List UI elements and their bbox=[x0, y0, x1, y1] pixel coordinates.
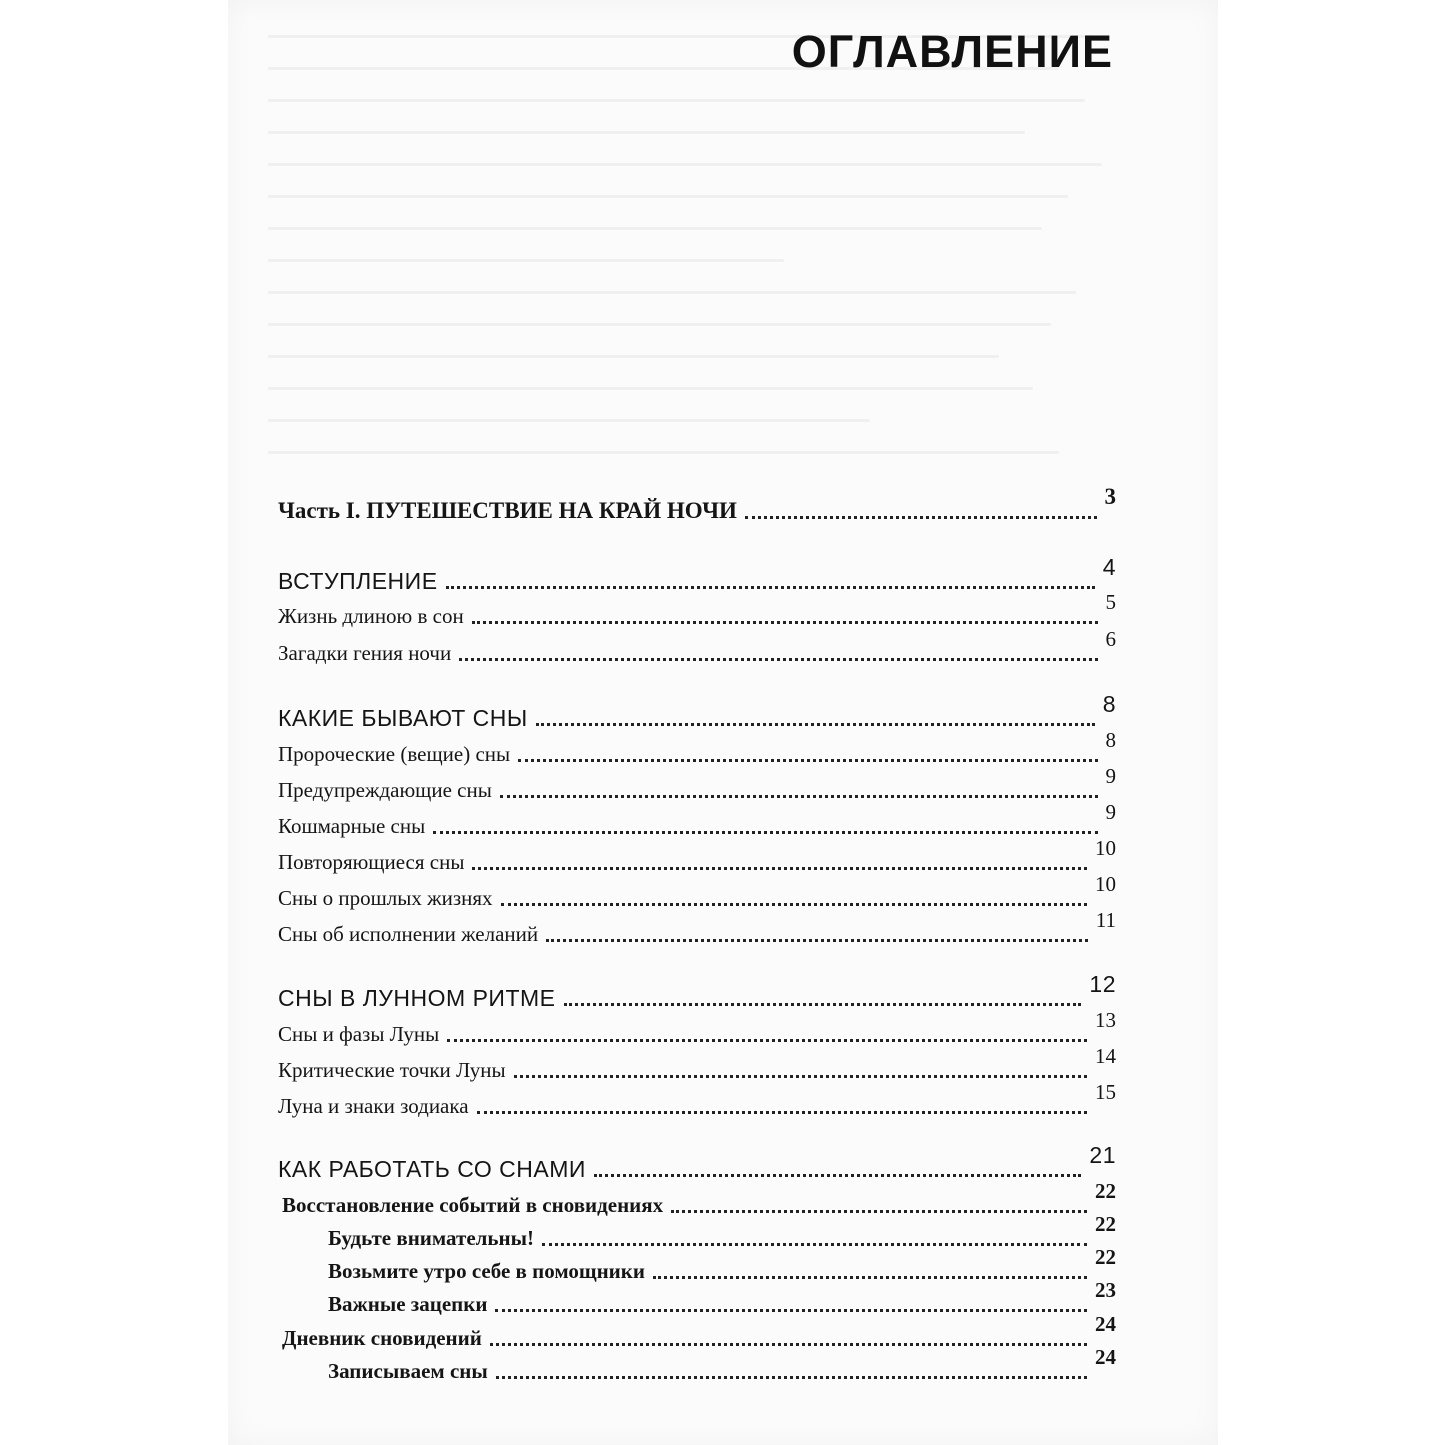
leader-dots bbox=[472, 867, 1087, 870]
toc-entry-label: Пророческие (вещие) сны bbox=[278, 742, 511, 766]
toc-entry-page: 22 bbox=[1095, 1245, 1116, 1269]
toc-entry-label: Возьмите утро себе в помощники bbox=[328, 1259, 645, 1283]
page-title: ОГЛАВЛЕНИЕ bbox=[791, 26, 1113, 77]
toc-entry-page: 5 bbox=[1105, 590, 1116, 614]
leader-dots bbox=[542, 1243, 1087, 1246]
toc-subsection-entry[interactable] bbox=[328, 1345, 1116, 1384]
toc-entry-page: 15 bbox=[1095, 1080, 1116, 1104]
toc-chapter-entry[interactable] bbox=[278, 971, 1116, 1011]
toc-entry-label: Повторяющиеся сны bbox=[278, 850, 465, 874]
toc-entry-label: Сны о прошлых жизнях bbox=[278, 886, 493, 910]
toc-entry-page: 6 bbox=[1105, 627, 1116, 651]
leader-dots bbox=[447, 1039, 1087, 1042]
toc-subsection-entry[interactable] bbox=[328, 1278, 1116, 1317]
toc-entry-label: Загадки гения ночи bbox=[278, 641, 452, 665]
leader-dots bbox=[514, 1075, 1087, 1078]
toc-entry-page: 9 bbox=[1105, 764, 1116, 788]
toc-entry-page: 3 bbox=[1104, 484, 1116, 509]
toc-entry-page: 23 bbox=[1095, 1278, 1116, 1302]
toc-entry-page: 10 bbox=[1095, 836, 1116, 860]
toc-section-entry[interactable] bbox=[278, 764, 1116, 803]
toc-entry-label: Луна и знаки зодиака bbox=[278, 1094, 469, 1118]
toc-entry-label: Сны об исполнении желаний bbox=[278, 922, 539, 946]
toc-section-entry[interactable] bbox=[278, 1008, 1116, 1047]
toc-subsection-entry[interactable] bbox=[328, 1245, 1116, 1284]
toc-subsection-entry[interactable] bbox=[328, 1212, 1116, 1251]
leader-dots bbox=[671, 1210, 1087, 1213]
toc-entry-page: 10 bbox=[1095, 872, 1116, 896]
toc-entry-label: Важные зацепки bbox=[328, 1292, 488, 1316]
toc-chapter-entry[interactable] bbox=[278, 1142, 1116, 1182]
toc-entry-label: КАК РАБОТАТЬ СО СНАМИ bbox=[278, 1156, 586, 1182]
toc-section-entry[interactable] bbox=[278, 590, 1116, 629]
leader-dots bbox=[745, 516, 1097, 519]
leader-dots bbox=[594, 1174, 1082, 1177]
leader-dots bbox=[433, 831, 1097, 834]
leader-dots bbox=[477, 1111, 1087, 1114]
toc-section-entry[interactable] bbox=[282, 1312, 1116, 1351]
toc-section-entry[interactable] bbox=[282, 1179, 1116, 1218]
toc-entry-label: Записываем сны bbox=[328, 1359, 488, 1383]
toc-entry-page: 22 bbox=[1095, 1212, 1116, 1236]
toc-chapter-entry[interactable] bbox=[278, 691, 1116, 731]
toc-entry-label: Дневник сновидений bbox=[282, 1326, 482, 1350]
toc-entry-label: Восстановление событий в сновидениях bbox=[282, 1193, 664, 1217]
toc-chapter-entry[interactable] bbox=[278, 554, 1116, 594]
toc-section-entry[interactable] bbox=[278, 627, 1116, 666]
toc-entry-page: 4 bbox=[1102, 554, 1116, 580]
toc-entry-page: 12 bbox=[1089, 971, 1116, 997]
toc-entry-label: Жизнь длиною в сон bbox=[278, 604, 464, 628]
leader-dots bbox=[653, 1276, 1087, 1279]
leader-dots bbox=[496, 1376, 1087, 1379]
leader-dots bbox=[472, 621, 1098, 624]
toc-section-entry[interactable] bbox=[278, 872, 1116, 911]
leader-dots bbox=[501, 903, 1087, 906]
toc-part-entry[interactable] bbox=[278, 484, 1116, 524]
toc-section-entry[interactable] bbox=[278, 1044, 1116, 1083]
toc-section-entry[interactable] bbox=[278, 800, 1116, 839]
toc-section-entry[interactable] bbox=[278, 908, 1116, 947]
toc-section-entry[interactable] bbox=[278, 1080, 1116, 1119]
toc-section-entry[interactable] bbox=[278, 728, 1116, 767]
toc-entry-page: 22 bbox=[1095, 1179, 1116, 1203]
toc-entry-page: 9 bbox=[1105, 800, 1116, 824]
leader-dots bbox=[546, 939, 1088, 942]
toc-entry-page: 21 bbox=[1089, 1142, 1116, 1168]
leader-dots bbox=[536, 723, 1095, 726]
toc-entry-label: Критические точки Луны bbox=[278, 1058, 506, 1082]
leader-dots bbox=[500, 795, 1098, 798]
leader-dots bbox=[490, 1343, 1087, 1346]
toc-entry-label: КАКИЕ БЫВАЮТ СНЫ bbox=[278, 705, 528, 731]
toc-entry-page: 8 bbox=[1102, 691, 1116, 717]
toc-entry-page: 14 bbox=[1095, 1044, 1116, 1068]
toc-entry-page: 8 bbox=[1105, 728, 1116, 752]
leader-dots bbox=[564, 1003, 1082, 1006]
leader-dots bbox=[459, 658, 1097, 661]
toc-entry-label: ВСТУПЛЕНИЕ bbox=[278, 568, 438, 594]
leader-dots bbox=[518, 759, 1097, 762]
leader-dots bbox=[446, 586, 1095, 589]
toc-entry-page: 13 bbox=[1095, 1008, 1116, 1032]
toc-entry-label: Кошмарные сны bbox=[278, 814, 426, 838]
toc-entry-page: 11 bbox=[1095, 908, 1116, 932]
toc-entry-page: 24 bbox=[1095, 1345, 1116, 1369]
toc-entry-label: Часть I. ПУТЕШЕСТВИЕ НА КРАЙ НОЧИ bbox=[278, 498, 737, 523]
toc-section-entry[interactable] bbox=[278, 836, 1116, 875]
toc-entry-label: Будьте внимательны! bbox=[328, 1226, 535, 1250]
toc-entry-label: СНЫ В ЛУННОМ РИТМЕ bbox=[278, 985, 556, 1011]
toc-entry-page: 24 bbox=[1095, 1312, 1116, 1336]
toc-entry-label: Предупреждающие сны bbox=[278, 778, 492, 802]
leader-dots bbox=[495, 1309, 1087, 1312]
toc-entry-label: Сны и фазы Луны bbox=[278, 1022, 440, 1046]
